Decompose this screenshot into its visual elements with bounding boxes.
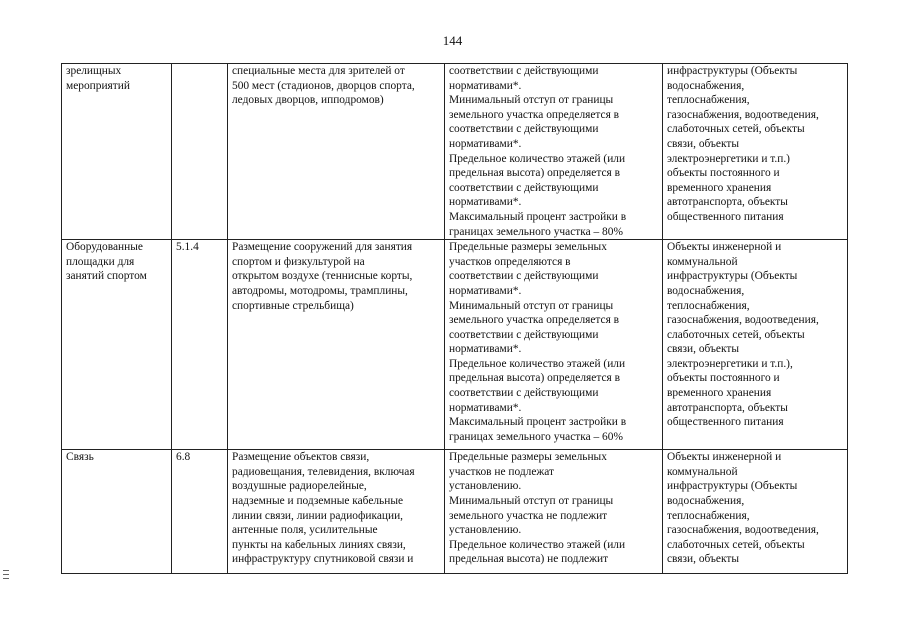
use-code-cell: 6.8	[172, 450, 228, 574]
use-description-cell: Размещение объектов связи, радиовещания, телевидения, включая воздушные радиорелейные, надземные и подземные кабельные линии связи, линии радиофикации, антенные поля, усилительные пункты на кабельных линиях связи, инфраструктуру спутниковой связи и	[228, 450, 445, 574]
use-code-cell	[172, 64, 228, 240]
scan-margin-mark	[3, 570, 9, 582]
use-code-cell: 5.1.4	[172, 240, 228, 450]
parameters-cell: Предельные размеры земельных участков не подлежат установлению. Минимальный отступ от границы земельного участка не подлежит установлению. Предельное количество этажей (или предельная высота) не подлежит	[445, 450, 663, 574]
table-row	[62, 450, 848, 574]
land-use-table	[61, 63, 848, 574]
parameters-cell: Предельные размеры земельных участков определяются в соответствии с действующими нормативами*. Минимальный отступ от границы земельного участка определяется в соответствии с действующими нормативами*. Предельное количество этажей (или предельная высота) определяется в соответствии с действующими нормативами*. Максимальный процент застройки в границах земельного участка – 60%	[445, 240, 663, 450]
auxiliary-uses-cell: инфраструктуры (Объекты водоснабжения, теплоснабжения, газоснабжения, водоотведения, слаботочных сетей, объекты связи, объекты электроэнергетики и т.п.) объекты постоянного и временного хранения автотранспорта, объекты общественного питания	[663, 64, 848, 240]
auxiliary-uses-cell: Объекты инженерной и коммунальной инфраструктуры (Объекты водоснабжения, теплоснабжения, газоснабжения, водоотведения, слаботочных сетей, объекты связи, объекты	[663, 450, 848, 574]
use-name-cell: Оборудованные площадки для занятий спортом	[62, 240, 172, 450]
page-number: 144	[442, 33, 463, 48]
use-description-cell: Размещение сооружений для занятия спортом и физкультурой на открытом воздухе (теннисные корты, автодромы, мотодромы, трамплины, спортивные стрельбища)	[228, 240, 445, 450]
table-row	[62, 64, 848, 240]
use-name-cell: зрелищных мероприятий	[62, 64, 172, 240]
use-description-cell: специальные места для зрителей от 500 мест (стадионов, дворцов спорта, ледовых дворцов, ипподромов)	[228, 64, 445, 240]
auxiliary-uses-cell: Объекты инженерной и коммунальной инфраструктуры (Объекты водоснабжения, теплоснабжения, газоснабжения, водоотведения, слаботочных сетей, объекты связи, объекты электроэнергетики и т.п.), объекты постоянного и временного хранения автотранспорта, объекты общественного питания	[663, 240, 848, 450]
table-row	[62, 240, 848, 450]
parameters-cell: соответствии с действующими нормативами*. Минимальный отступ от границы земельного участка определяется в соответствии с действующими нормативами*. Предельное количество этажей (или предельная высота) определяется в соответствии с действующими нормативами*. Максимальный процент застройки в границах земельного участка – 80%	[445, 64, 663, 240]
use-name-cell: Связь	[62, 450, 172, 574]
